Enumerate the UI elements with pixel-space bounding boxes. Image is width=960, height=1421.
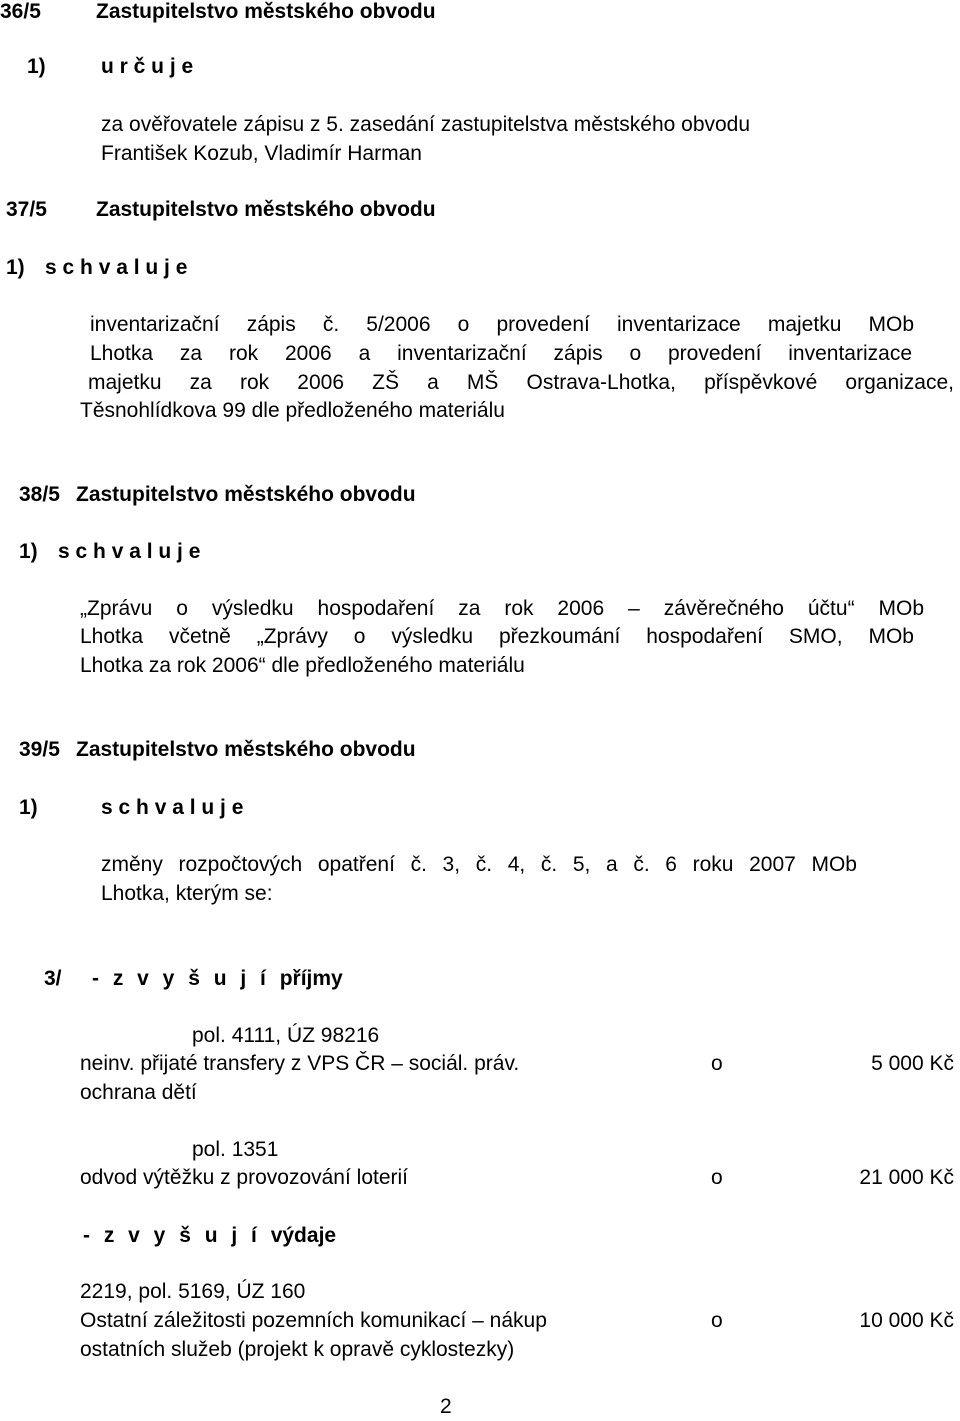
resolution-verb: s c h v a l u j e (101, 796, 244, 819)
budget-item-description: ostatních služeb (projekt k opravě cyklostezky) (80, 1338, 515, 1361)
resolution-text: Lhotka včetně „Zprávy o výsledku přezkoumání hospodaření SMO, MOb (80, 625, 914, 648)
resolution-text: majetku za rok 2006 ZŠ a MŠ Ostrava-Lhotka, příspěvkové organizace, (88, 371, 954, 394)
budget-item-direction: o (711, 1052, 723, 1075)
resolution-verb: s c h v a l u j e (45, 256, 188, 279)
resolution-text: Lhotka, kterým se: (101, 882, 273, 905)
budget-item-amount: 5 000 Kč (871, 1052, 954, 1075)
budget-item-code: 2219, pol. 5169, ÚZ 160 (80, 1280, 306, 1303)
item-number: 1) (6, 256, 25, 279)
resolution-number: 39/5 (19, 738, 60, 761)
budget-item-amount: 21 000 Kč (859, 1166, 954, 1189)
budget-item-direction: o (711, 1309, 723, 1332)
budget-item-code: pol. 4111, ÚZ 98216 (192, 1024, 380, 1047)
resolution-heading: Zastupitelstvo městského obvodu (76, 738, 416, 761)
resolution-text: Lhotka za rok 2006“ dle předloženého materiálu (80, 654, 525, 677)
resolution-text: za ověřovatele zápisu z 5. zasedání zastupitelstva městského obvodu (101, 113, 751, 136)
resolution-number: 36/5 (0, 0, 41, 23)
increase-revenue-heading: - z v y š u j í příjmy (92, 967, 343, 990)
budget-item-amount: 10 000 Kč (859, 1309, 954, 1332)
page-number: 2 (440, 1395, 452, 1418)
item-number: 1) (19, 540, 38, 563)
budget-item-description: odvod výtěžku z provozování loterií (80, 1166, 409, 1189)
budget-item-code: pol. 1351 (192, 1138, 279, 1161)
resolution-verb: s c h v a l u j e (58, 540, 201, 563)
budget-item-description: neinv. přijaté transfery z VPS ČR – sociál. práv. (80, 1052, 520, 1075)
resolution-text: „Zprávu o výsledku hospodaření za rok 2006 – závěrečného účtu“ MOb (80, 597, 924, 620)
resolution-verb: u r č u j e (101, 55, 194, 78)
item-number: 1) (19, 796, 38, 819)
budget-item-description: ochrana dětí (80, 1081, 197, 1104)
resolution-heading: Zastupitelstvo městského obvodu (96, 198, 436, 221)
resolution-number: 38/5 (19, 483, 60, 506)
resolution-heading: Zastupitelstvo městského obvodu (76, 483, 416, 506)
resolution-heading: Zastupitelstvo městského obvodu (96, 0, 436, 23)
budget-item-direction: o (711, 1166, 723, 1189)
item-number: 1) (27, 55, 46, 78)
budget-item-description: Ostatní záležitosti pozemních komunikací – nákup (80, 1309, 547, 1332)
resolution-number: 37/5 (6, 198, 47, 221)
resolution-text: Lhotka za rok 2006 a inventarizační zápis o provedení inventarizace (90, 342, 912, 365)
section-number: 3/ (44, 967, 62, 990)
resolution-text: Těsnohlídkova 99 dle předloženého materiálu (80, 399, 505, 422)
resolution-text: inventarizační zápis č. 5/2006 o provedení inventarizace majetku MOb (90, 313, 914, 336)
increase-expense-heading: - z v y š u j í výdaje (83, 1224, 337, 1247)
resolution-text: František Kozub, Vladimír Harman (101, 142, 422, 165)
resolution-text: změny rozpočtových opatření č. 3, č. 4, č. 5, a č. 6 roku 2007 MOb (101, 853, 857, 876)
